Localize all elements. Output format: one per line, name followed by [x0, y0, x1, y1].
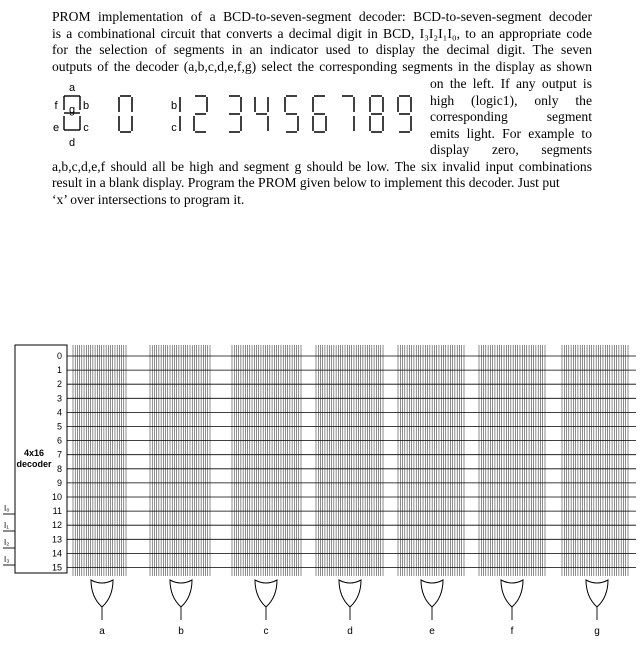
or-gate-f — [501, 580, 523, 607]
key-digit-2 — [194, 96, 207, 132]
ref-label-b: b — [82, 100, 90, 112]
output-label-d: d — [347, 626, 353, 637]
right-line-2: high (logic1), only the — [430, 92, 592, 108]
decoder-label-2: decoder — [16, 459, 52, 469]
minterm-label-8: 8 — [56, 463, 62, 474]
ref-label-f: f — [54, 100, 58, 112]
output-group-f — [479, 345, 545, 637]
or-gate-d — [339, 580, 361, 607]
minterm-label-5: 5 — [56, 421, 62, 432]
key-digit-4 — [255, 97, 268, 131]
minterm-label-2: 2 — [56, 379, 62, 390]
minterm-label-9: 9 — [56, 477, 62, 488]
tail-line-2: result in a blank display. Program the PROM given below to implement this decoder. Just put — [52, 175, 560, 190]
minterm-label-7: 7 — [56, 449, 62, 460]
minterm-label-13: 13 — [51, 534, 62, 545]
intro-line-1: PROM implementation of a BCD-to-seven-segment decoder: BCD-to-seven-segment decoder — [52, 9, 592, 24]
ref-label-a: a — [68, 82, 76, 94]
right-line-3: corresponding segment — [430, 109, 592, 124]
prom-diagram — [3, 345, 636, 637]
key-digit-5 — [285, 96, 298, 132]
output-group-b — [150, 345, 210, 637]
minterm-label-11: 11 — [52, 506, 62, 517]
or-gate-b — [170, 580, 192, 607]
output-label-b: b — [178, 626, 184, 637]
right-line-5: display zero, segments — [430, 142, 592, 157]
decoder-label-1: 4x16 — [23, 448, 45, 458]
digit1-label-c: c — [171, 122, 177, 134]
output-group-g — [562, 345, 628, 637]
intro-line-2: is a combinational circuit that converts a decimal digit in BCD, I₃I₂I₁I₀, to an appropriate code — [52, 25, 592, 41]
output-label-e: e — [429, 626, 435, 637]
key-digit-8 — [370, 96, 383, 132]
minterm-label-4: 4 — [56, 407, 62, 418]
or-gate-e — [421, 580, 443, 607]
minterm-label-10: 10 — [51, 492, 62, 502]
output-label-f: f — [510, 626, 514, 637]
key-digit-7 — [342, 96, 354, 131]
ref-label-e: e — [52, 122, 60, 134]
minterm-label-3: 3 — [56, 393, 62, 404]
right-line-1: on the left. If any output is — [430, 76, 592, 91]
tail-line-1: a,b,c,d,e,f should all be high and segment g should be low. The six invalid input combinations — [52, 158, 592, 174]
digit1-label-b: b — [170, 100, 178, 112]
minterm-label-12: 12 — [51, 520, 62, 531]
intro-line-3: for the selection of segments in an indicator used to display the decimal digit. The seven — [52, 42, 592, 57]
output-label-c: c — [263, 626, 269, 637]
minterm-label-0: 0 — [56, 351, 62, 361]
minterm-label-15: 15 — [51, 562, 62, 573]
key-digit-9 — [398, 96, 411, 132]
ref-label-d: d — [68, 137, 76, 149]
input-label-2: I₂ — [4, 538, 10, 547]
tail-line-3: ‘x’ over intersections to program it. — [52, 191, 245, 207]
or-gate-c — [255, 580, 277, 607]
output-group-c — [232, 345, 301, 637]
seven-segment-key — [53, 82, 411, 149]
output-label-g: g — [594, 626, 600, 637]
ref-label-c: c — [83, 122, 89, 134]
input-label-0: I₀ — [4, 504, 10, 513]
minterm-label-14: 14 — [51, 548, 62, 559]
key-digit-0 — [119, 96, 132, 132]
input-label-1: I₁ — [4, 521, 9, 530]
key-digit-6 — [313, 96, 326, 132]
minterm-label-1: 1 — [56, 365, 62, 376]
output-group-e — [398, 345, 464, 637]
right-line-4: emits light. For example to — [430, 125, 592, 141]
output-group-a — [73, 345, 126, 637]
intro-line-4: outputs of the decoder (a,b,c,d,e,f,g) select the corresponding segments in the display as shown — [52, 58, 592, 74]
minterm-label-6: 6 — [56, 435, 62, 446]
or-gate-a — [91, 580, 113, 607]
output-group-d — [316, 345, 383, 637]
ref-label-g: g — [68, 104, 76, 116]
or-gate-g — [586, 580, 608, 607]
input-label-3: I₃ — [4, 555, 10, 564]
key-digit-3 — [229, 96, 241, 132]
output-label-a: a — [99, 626, 105, 637]
